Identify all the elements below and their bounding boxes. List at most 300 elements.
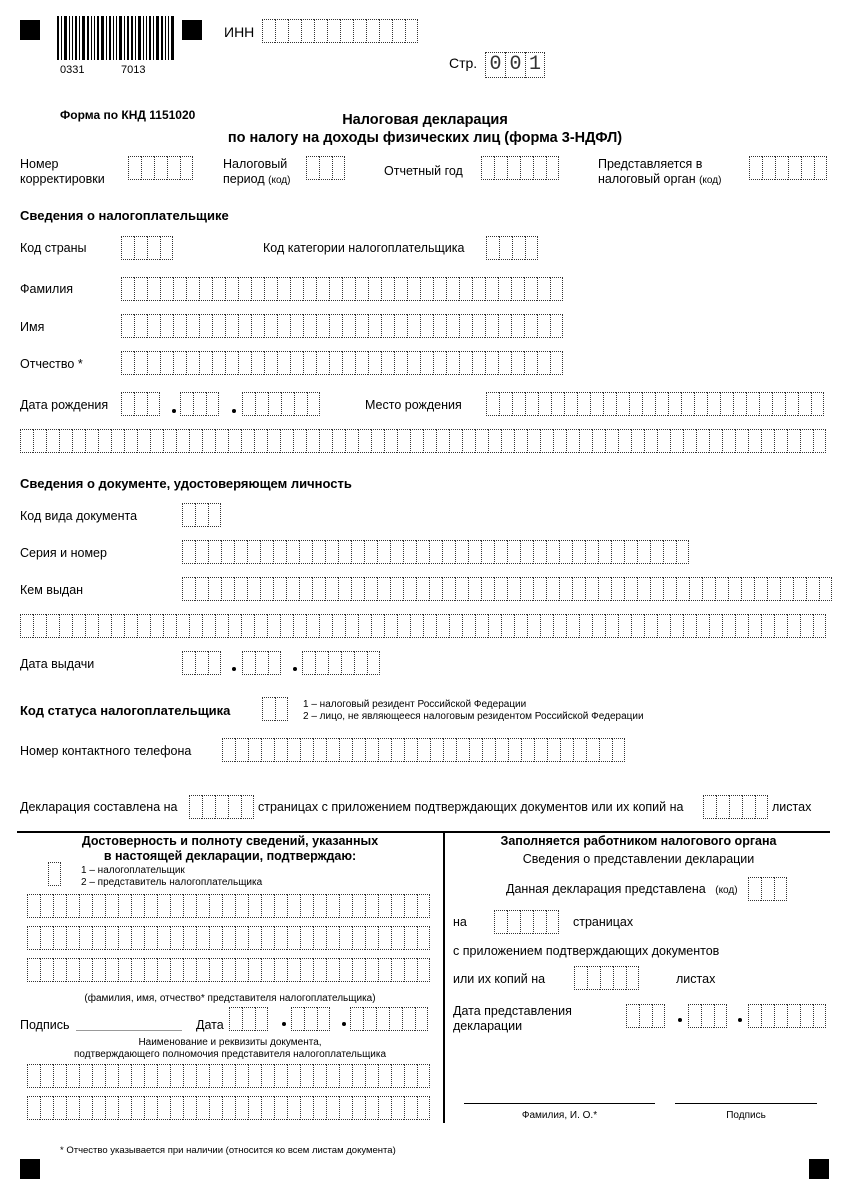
input-cell[interactable]: [40, 1064, 53, 1088]
input-cell[interactable]: [420, 314, 433, 338]
presentation-code-field[interactable]: [748, 877, 787, 903]
input-cell[interactable]: [813, 429, 826, 453]
input-cell[interactable]: [180, 392, 193, 416]
input-cell[interactable]: [655, 392, 668, 416]
sheets-count-field[interactable]: [703, 795, 768, 821]
input-cell[interactable]: [566, 429, 579, 453]
input-cell[interactable]: [410, 614, 423, 638]
input-cell[interactable]: [364, 540, 377, 564]
input-cell[interactable]: [208, 540, 221, 564]
input-cell[interactable]: [663, 577, 676, 601]
input-cell[interactable]: [533, 156, 546, 180]
input-cell[interactable]: [577, 392, 590, 416]
input-cell[interactable]: [208, 503, 221, 527]
input-cell[interactable]: [277, 314, 290, 338]
input-cell[interactable]: [118, 926, 131, 950]
phone-field[interactable]: [222, 738, 625, 764]
input-cell[interactable]: [326, 1096, 339, 1120]
input-cell[interactable]: [498, 314, 511, 338]
input-cell[interactable]: [235, 958, 248, 982]
input-cell[interactable]: [262, 19, 275, 43]
input-cell[interactable]: [553, 614, 566, 638]
input-cell[interactable]: [342, 314, 355, 338]
input-cell[interactable]: [157, 1064, 170, 1088]
input-cell[interactable]: [264, 351, 277, 375]
input-cell[interactable]: [189, 795, 202, 819]
input-cell[interactable]: [612, 738, 625, 762]
input-cell[interactable]: [762, 156, 775, 180]
input-cell[interactable]: [170, 958, 183, 982]
input-cell[interactable]: [579, 614, 592, 638]
input-cell[interactable]: [668, 392, 681, 416]
input-cell[interactable]: [234, 577, 247, 601]
input-cell[interactable]: [353, 19, 366, 43]
input-cell[interactable]: [248, 958, 261, 982]
input-cell[interactable]: [79, 926, 92, 950]
input-cell[interactable]: [221, 577, 234, 601]
input-cell[interactable]: [267, 614, 280, 638]
input-cell[interactable]: [317, 1007, 330, 1031]
input-cell[interactable]: [234, 540, 247, 564]
input-cell[interactable]: [459, 314, 472, 338]
input-cell[interactable]: [144, 958, 157, 982]
signature-line[interactable]: [76, 1030, 182, 1031]
input-cell[interactable]: [423, 429, 436, 453]
patronymic-field[interactable]: [121, 351, 563, 377]
input-cell[interactable]: [709, 614, 722, 638]
input-cell[interactable]: [486, 236, 499, 260]
input-cell[interactable]: [313, 738, 326, 762]
input-cell[interactable]: [59, 614, 72, 638]
input-cell[interactable]: [150, 614, 163, 638]
input-cell[interactable]: [442, 540, 455, 564]
input-cell[interactable]: [27, 894, 40, 918]
input-cell[interactable]: [537, 277, 550, 301]
input-cell[interactable]: [599, 738, 612, 762]
input-cell[interactable]: [261, 958, 274, 982]
input-cell[interactable]: [592, 429, 605, 453]
input-cell[interactable]: [180, 156, 193, 180]
input-cell[interactable]: [527, 614, 540, 638]
input-cell[interactable]: [494, 910, 507, 934]
input-cell[interactable]: [391, 1096, 404, 1120]
input-cell[interactable]: [572, 577, 585, 601]
input-cell[interactable]: [186, 277, 199, 301]
input-cell[interactable]: [364, 577, 377, 601]
input-cell[interactable]: [294, 392, 307, 416]
input-cell[interactable]: [228, 795, 241, 819]
input-cell[interactable]: [300, 1096, 313, 1120]
input-cell[interactable]: [208, 651, 221, 675]
input-cell[interactable]: [468, 577, 481, 601]
input-cell[interactable]: [624, 540, 637, 564]
input-cell[interactable]: [326, 738, 339, 762]
input-cell[interactable]: [273, 540, 286, 564]
input-cell[interactable]: [512, 236, 525, 260]
input-cell[interactable]: [772, 392, 785, 416]
input-cell[interactable]: [391, 926, 404, 950]
input-cell[interactable]: [121, 392, 134, 416]
input-cell[interactable]: [670, 614, 683, 638]
input-cell[interactable]: [420, 277, 433, 301]
input-cell[interactable]: [443, 738, 456, 762]
input-cell[interactable]: [403, 540, 416, 564]
input-cell[interactable]: [27, 1064, 40, 1088]
input-cell[interactable]: [72, 429, 85, 453]
input-cell[interactable]: [303, 314, 316, 338]
input-cell[interactable]: [98, 429, 111, 453]
sign-year-field[interactable]: [350, 1007, 428, 1033]
input-cell[interactable]: [345, 614, 358, 638]
input-cell[interactable]: [813, 614, 826, 638]
input-cell[interactable]: [221, 540, 234, 564]
input-cell[interactable]: [392, 19, 405, 43]
input-cell[interactable]: [105, 894, 118, 918]
input-cell[interactable]: [391, 738, 404, 762]
input-cell[interactable]: [325, 540, 338, 564]
input-cell[interactable]: [241, 429, 254, 453]
input-cell[interactable]: [92, 926, 105, 950]
input-cell[interactable]: [254, 614, 267, 638]
input-cell[interactable]: [352, 894, 365, 918]
input-cell[interactable]: [520, 156, 533, 180]
input-cell[interactable]: [355, 351, 368, 375]
input-cell[interactable]: [533, 540, 546, 564]
input-cell[interactable]: [352, 738, 365, 762]
input-cell[interactable]: [368, 351, 381, 375]
issued-by-field[interactable]: [182, 577, 832, 603]
input-cell[interactable]: [183, 958, 196, 982]
input-cell[interactable]: [811, 392, 824, 416]
input-cell[interactable]: [287, 1096, 300, 1120]
input-cell[interactable]: [316, 277, 329, 301]
input-cell[interactable]: [722, 614, 735, 638]
input-cell[interactable]: [85, 429, 98, 453]
input-cell[interactable]: [481, 577, 494, 601]
input-cell[interactable]: [800, 429, 813, 453]
representative-fio-field-3[interactable]: [27, 958, 430, 984]
input-cell[interactable]: [546, 577, 559, 601]
input-cell[interactable]: [242, 392, 255, 416]
input-cell[interactable]: [144, 894, 157, 918]
input-cell[interactable]: [215, 614, 228, 638]
input-cell[interactable]: [754, 577, 767, 601]
input-cell[interactable]: [147, 392, 160, 416]
input-cell[interactable]: [566, 614, 579, 638]
input-cell[interactable]: [238, 277, 251, 301]
input-cell[interactable]: [449, 614, 462, 638]
category-code-field[interactable]: [486, 236, 538, 262]
input-cell[interactable]: [300, 1064, 313, 1088]
input-cell[interactable]: [206, 392, 219, 416]
input-cell[interactable]: [235, 1064, 248, 1088]
input-cell[interactable]: [787, 429, 800, 453]
input-cell[interactable]: [455, 577, 468, 601]
input-cell[interactable]: [274, 894, 287, 918]
input-cell[interactable]: [389, 1007, 402, 1031]
birth-day-field[interactable]: [121, 392, 160, 418]
input-cell[interactable]: [167, 156, 180, 180]
input-cell[interactable]: [417, 1064, 430, 1088]
input-cell[interactable]: [137, 614, 150, 638]
input-cell[interactable]: [352, 926, 365, 950]
input-cell[interactable]: [215, 795, 228, 819]
input-cell[interactable]: [196, 894, 209, 918]
input-cell[interactable]: [326, 1064, 339, 1088]
input-cell[interactable]: [469, 738, 482, 762]
input-cell[interactable]: [313, 926, 326, 950]
input-cell[interactable]: [800, 614, 813, 638]
input-cell[interactable]: [574, 966, 587, 990]
input-cell[interactable]: [195, 577, 208, 601]
input-cell[interactable]: [494, 540, 507, 564]
input-cell[interactable]: [105, 1064, 118, 1088]
input-cell[interactable]: [433, 314, 446, 338]
input-cell[interactable]: [160, 236, 173, 260]
input-cell[interactable]: [524, 351, 537, 375]
input-cell[interactable]: [415, 1007, 428, 1031]
input-cell[interactable]: [644, 614, 657, 638]
input-cell[interactable]: [327, 19, 340, 43]
input-cell[interactable]: [742, 795, 755, 819]
input-cell[interactable]: [27, 1096, 40, 1120]
input-cell[interactable]: [598, 540, 611, 564]
input-cell[interactable]: [202, 429, 215, 453]
input-cell[interactable]: [512, 392, 525, 416]
input-cell[interactable]: [688, 1004, 701, 1028]
input-cell[interactable]: [40, 958, 53, 982]
input-cell[interactable]: [365, 894, 378, 918]
issued-by-field-line2[interactable]: [20, 614, 826, 640]
input-cell[interactable]: [229, 1007, 242, 1031]
input-cell[interactable]: [300, 894, 313, 918]
input-cell[interactable]: [391, 958, 404, 982]
inspector-signature-line[interactable]: [675, 1103, 817, 1104]
input-cell[interactable]: [72, 614, 85, 638]
input-cell[interactable]: [378, 738, 391, 762]
input-cell[interactable]: [182, 503, 195, 527]
input-cell[interactable]: [433, 351, 446, 375]
input-cell[interactable]: [618, 429, 631, 453]
input-cell[interactable]: [486, 392, 499, 416]
input-cell[interactable]: [352, 1064, 365, 1088]
input-cell[interactable]: [819, 577, 832, 601]
input-cell[interactable]: [501, 614, 514, 638]
input-cell[interactable]: [351, 577, 364, 601]
input-cell[interactable]: [53, 894, 66, 918]
input-cell[interactable]: [350, 1007, 363, 1031]
input-cell[interactable]: [40, 1096, 53, 1120]
input-cell[interactable]: [53, 926, 66, 950]
input-cell[interactable]: [642, 392, 655, 416]
input-cell[interactable]: [134, 277, 147, 301]
input-cell[interactable]: [501, 429, 514, 453]
input-cell[interactable]: [189, 614, 202, 638]
input-cell[interactable]: [332, 429, 345, 453]
input-cell[interactable]: [160, 277, 173, 301]
input-cell[interactable]: [183, 1064, 196, 1088]
input-cell[interactable]: [355, 314, 368, 338]
input-cell[interactable]: [520, 577, 533, 601]
input-cell[interactable]: [624, 577, 637, 601]
input-cell[interactable]: [533, 910, 546, 934]
input-cell[interactable]: [774, 877, 787, 901]
input-cell[interactable]: [53, 958, 66, 982]
input-cell[interactable]: [585, 540, 598, 564]
input-cell[interactable]: [199, 277, 212, 301]
input-cell[interactable]: [472, 314, 485, 338]
input-cell[interactable]: [286, 577, 299, 601]
input-cell[interactable]: [394, 314, 407, 338]
input-cell[interactable]: [801, 156, 814, 180]
input-cell[interactable]: [170, 1064, 183, 1088]
input-cell[interactable]: [611, 540, 624, 564]
input-cell[interactable]: [137, 429, 150, 453]
input-cell[interactable]: [442, 577, 455, 601]
input-cell[interactable]: [429, 540, 442, 564]
input-cell[interactable]: [472, 351, 485, 375]
input-cell[interactable]: [134, 392, 147, 416]
input-cell[interactable]: [598, 577, 611, 601]
input-cell[interactable]: [759, 392, 772, 416]
input-cell[interactable]: [212, 351, 225, 375]
input-cell[interactable]: [774, 614, 787, 638]
input-cell[interactable]: [66, 1064, 79, 1088]
input-cell[interactable]: [261, 894, 274, 918]
input-cell[interactable]: [304, 1007, 317, 1031]
input-cell[interactable]: [92, 1096, 105, 1120]
input-cell[interactable]: [235, 1096, 248, 1120]
input-cell[interactable]: [92, 1064, 105, 1088]
input-cell[interactable]: [407, 277, 420, 301]
input-cell[interactable]: [761, 1004, 774, 1028]
input-cell[interactable]: [111, 614, 124, 638]
input-cell[interactable]: [749, 156, 762, 180]
input-cell[interactable]: [342, 351, 355, 375]
birth-year-field[interactable]: [242, 392, 320, 418]
input-cell[interactable]: [371, 429, 384, 453]
input-cell[interactable]: [144, 1064, 157, 1088]
input-cell[interactable]: [228, 614, 241, 638]
input-cell[interactable]: [66, 958, 79, 982]
input-cell[interactable]: [46, 614, 59, 638]
input-cell[interactable]: [613, 966, 626, 990]
input-cell[interactable]: [326, 894, 339, 918]
input-cell[interactable]: [316, 351, 329, 375]
input-cell[interactable]: [637, 577, 650, 601]
issue-year-field[interactable]: [302, 651, 380, 677]
input-cell[interactable]: [377, 577, 390, 601]
input-cell[interactable]: [293, 614, 306, 638]
input-cell[interactable]: [573, 738, 586, 762]
input-cell[interactable]: [417, 738, 430, 762]
input-cell[interactable]: [316, 314, 329, 338]
input-cell[interactable]: [404, 738, 417, 762]
input-cell[interactable]: [225, 351, 238, 375]
input-cell[interactable]: [280, 429, 293, 453]
input-cell[interactable]: [118, 1064, 131, 1088]
input-cell[interactable]: [287, 894, 300, 918]
input-cell[interactable]: [430, 738, 443, 762]
input-cell[interactable]: [579, 429, 592, 453]
input-cell[interactable]: [652, 1004, 665, 1028]
input-cell[interactable]: [147, 314, 160, 338]
input-cell[interactable]: [325, 577, 338, 601]
input-cell[interactable]: [261, 1064, 274, 1088]
input-cell[interactable]: [131, 894, 144, 918]
input-cell[interactable]: [131, 926, 144, 950]
input-cell[interactable]: [339, 1096, 352, 1120]
input-cell[interactable]: [319, 156, 332, 180]
input-cell[interactable]: [416, 577, 429, 601]
input-cell[interactable]: [222, 926, 235, 950]
input-cell[interactable]: [27, 958, 40, 982]
input-cell[interactable]: [274, 1064, 287, 1088]
input-cell[interactable]: [202, 614, 215, 638]
input-cell[interactable]: [267, 429, 280, 453]
input-cell[interactable]: [631, 429, 644, 453]
input-cell[interactable]: [157, 894, 170, 918]
input-cell[interactable]: [722, 429, 735, 453]
input-cell[interactable]: [288, 19, 301, 43]
input-cell[interactable]: [40, 926, 53, 950]
input-cell[interactable]: [228, 429, 241, 453]
input-cell[interactable]: [339, 894, 352, 918]
representative-fio-field-1[interactable]: [27, 894, 430, 920]
input-cell[interactable]: [446, 351, 459, 375]
input-cell[interactable]: [514, 614, 527, 638]
input-cell[interactable]: [208, 577, 221, 601]
input-cell[interactable]: [553, 429, 566, 453]
input-cell[interactable]: [186, 314, 199, 338]
input-cell[interactable]: [264, 277, 277, 301]
input-cell[interactable]: [345, 429, 358, 453]
input-cell[interactable]: [748, 429, 761, 453]
input-cell[interactable]: [514, 429, 527, 453]
input-cell[interactable]: [482, 738, 495, 762]
input-cell[interactable]: [417, 926, 430, 950]
input-cell[interactable]: [287, 926, 300, 950]
input-cell[interactable]: [381, 277, 394, 301]
input-cell[interactable]: [277, 277, 290, 301]
input-cell[interactable]: [715, 577, 728, 601]
input-cell[interactable]: [182, 577, 195, 601]
input-cell[interactable]: [306, 156, 319, 180]
input-cell[interactable]: [404, 894, 417, 918]
input-cell[interactable]: [363, 1007, 376, 1031]
input-cell[interactable]: [780, 577, 793, 601]
input-cell[interactable]: [527, 429, 540, 453]
input-cell[interactable]: [683, 429, 696, 453]
input-cell[interactable]: [209, 958, 222, 982]
input-cell[interactable]: [251, 277, 264, 301]
input-cell[interactable]: [160, 314, 173, 338]
input-cell[interactable]: [273, 577, 286, 601]
input-cell[interactable]: [40, 894, 53, 918]
input-cell[interactable]: [629, 392, 642, 416]
series-number-field[interactable]: [182, 540, 689, 566]
authority-doc-field-2[interactable]: [27, 1096, 430, 1122]
input-cell[interactable]: [66, 1096, 79, 1120]
input-cell[interactable]: [631, 614, 644, 638]
input-cell[interactable]: [511, 277, 524, 301]
sign-month-field[interactable]: [291, 1007, 330, 1033]
input-cell[interactable]: [650, 540, 663, 564]
input-cell[interactable]: [417, 958, 430, 982]
input-cell[interactable]: [462, 614, 475, 638]
input-cell[interactable]: [433, 277, 446, 301]
input-cell[interactable]: [365, 926, 378, 950]
